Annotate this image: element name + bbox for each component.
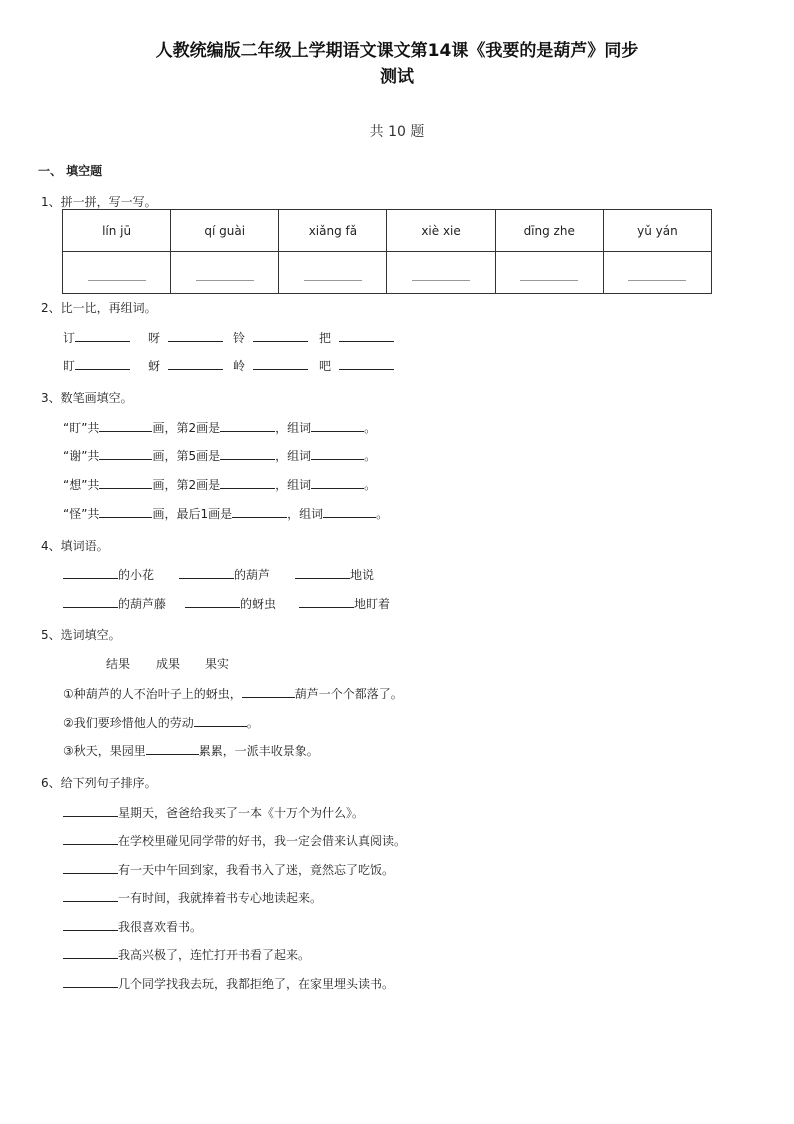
pinyin-cell: xiǎng fǎ [279,210,387,252]
answer-blank[interactable] [99,505,152,518]
text: 。 [246,716,259,730]
order-blank[interactable] [63,804,118,817]
q6-sentence [63,832,406,849]
text: 我很喜欢看书。 [118,920,203,934]
answer-blank[interactable] [311,447,364,460]
text: 画，第2画是 [152,421,221,435]
q6-sentence [63,861,394,878]
q2-label: 2、比一比，再组词。 [41,301,157,315]
answer-blank[interactable] [168,357,223,370]
q6-sentence [63,804,364,821]
q4-row2 [63,595,390,612]
order-blank[interactable] [63,946,118,959]
answer-blank[interactable] [295,566,350,579]
char: 蚜 [148,359,161,373]
q3-line [63,447,376,464]
text: 地说 [350,568,375,582]
pinyin-cell: qí guài [171,210,279,252]
answer-blank[interactable] [146,742,199,755]
text: 的蚜虫 [240,597,277,611]
answer-blank[interactable] [185,595,240,608]
answer-blank[interactable] [194,714,247,727]
text: 的葫芦藤 [118,597,167,611]
q5-options [106,656,229,672]
text: 。 [364,421,377,435]
text: 。 [376,507,389,521]
text: ③秋天，果园里 [63,744,146,758]
answer-blank[interactable] [88,270,146,281]
char: 铃 [233,331,246,345]
text: ①种葫芦的人不治叶子上的蚜虫， [63,687,242,701]
text: 画，最后1画是 [152,507,233,521]
answer-blank[interactable] [179,566,234,579]
answer-blank[interactable] [253,357,308,370]
answer-blank[interactable] [75,329,130,342]
answer-blank[interactable] [628,270,686,281]
pinyin-cell: xiè xie [387,210,495,252]
text: 。 [364,478,377,492]
q4-row1 [63,566,374,583]
text: ，组词 [287,507,324,521]
pinyin-cell: yǔ yán [603,210,711,252]
answer-cell[interactable] [603,252,711,294]
order-blank[interactable] [63,918,118,931]
answer-blank[interactable] [220,447,275,460]
text: 画，第5画是 [152,449,221,463]
answer-blank[interactable] [520,270,578,281]
document-title-line1: 人教统编版二年级上学期语文课文第14课《我要的是葫芦》同步 [155,41,639,61]
answer-blank[interactable] [168,329,223,342]
q6-sentence [63,946,310,963]
q4-label: 4、填词语。 [41,539,109,553]
char: 把 [319,331,332,345]
text: 在学校里碰见同学带的好书，我一定会借来认真阅读。 [118,834,407,848]
document-title-line2: 测试 [380,67,414,87]
answer-cell[interactable] [387,252,495,294]
answer-blank[interactable] [63,566,118,579]
answer-blank[interactable] [253,329,308,342]
answer-blank[interactable] [196,270,254,281]
q2-row2 [63,357,394,374]
q3-line [63,505,388,522]
pinyin-cell: dīng zhe [495,210,603,252]
option-word: 结果 [106,657,131,671]
q1-label: 1、拼一拼，写一写。 [41,195,157,209]
char: 呀 [148,331,161,345]
q5-sentence-1 [63,685,403,702]
char: 订 [63,331,76,345]
option-word: 果实 [205,657,230,671]
q6-sentence [63,889,322,906]
answer-cell[interactable] [63,252,171,294]
text: 的小花 [118,568,155,582]
answer-blank[interactable] [339,329,394,342]
answer-blank[interactable] [304,270,362,281]
pinyin-table [62,209,712,294]
answer-blank[interactable] [63,595,118,608]
q2-row1 [63,329,394,346]
text: 我高兴极了，连忙打开书看了起来。 [118,948,311,962]
question-count: 共 10 题 [369,124,425,140]
q5-label: 5、选词填空。 [41,628,121,642]
answer-blank[interactable] [75,357,130,370]
order-blank[interactable] [63,861,118,874]
q6-label: 6、给下列句子排序。 [41,776,157,790]
order-blank[interactable] [63,889,118,902]
text: 几个同学找我去玩，我都拒绝了，在家里埋头读书。 [118,977,395,991]
text: 。 [364,449,377,463]
answer-blank[interactable] [412,270,470,281]
answer-blank[interactable] [323,505,376,518]
text: 葫芦一个个都落了。 [294,687,403,701]
text: ，组词 [275,421,312,435]
q5-sentence-2 [63,714,259,731]
text: “怪”共 [63,507,100,521]
text: 的葫芦 [234,568,271,582]
answer-cell[interactable] [171,252,279,294]
answer-blank[interactable] [232,505,287,518]
text: ②我们要珍惜他人的劳动 [63,716,194,730]
q3-line [63,476,376,493]
answer-blank[interactable] [299,595,354,608]
answer-blank[interactable] [242,685,295,698]
text: 一有时间，我就捧着书专心地读起来。 [118,891,323,905]
answer-blank[interactable] [311,419,364,432]
text: “盯”共 [63,421,100,435]
answer-blank[interactable] [220,419,275,432]
text: 地盯着 [354,597,391,611]
q5-sentence-3 [63,742,319,759]
text: “想”共 [63,478,100,492]
answer-blank[interactable] [99,447,152,460]
text: ，组词 [275,478,312,492]
text: “谢”共 [63,449,100,463]
answer-cell[interactable] [279,252,387,294]
answer-blank[interactable] [99,419,152,432]
text: 有一天中午回到家，我看书入了迷，竟然忘了吃饭。 [118,863,395,877]
answer-blank[interactable] [220,476,275,489]
answer-blank[interactable] [339,357,394,370]
char: 盯 [63,359,76,373]
char: 岭 [233,359,246,373]
pinyin-cell: lín jū [63,210,171,252]
option-word: 成果 [156,657,181,671]
q3-line [63,419,376,436]
text: 画，第2画是 [152,478,221,492]
text: 星期天，爸爸给我买了一本《十万个为什么》。 [118,806,365,820]
q6-sentence [63,918,202,935]
section-heading: 一、 填空题 [38,164,103,178]
order-blank[interactable] [63,975,118,988]
text: ，组词 [275,449,312,463]
char: 吧 [319,359,332,373]
answer-cell[interactable] [495,252,603,294]
q6-sentence [63,975,394,992]
answer-blank[interactable] [311,476,364,489]
answer-blank[interactable] [99,476,152,489]
q3-label: 3、数笔画填空。 [41,391,133,405]
text: 累累，一派丰收景象。 [198,744,319,758]
order-blank[interactable] [63,832,118,845]
